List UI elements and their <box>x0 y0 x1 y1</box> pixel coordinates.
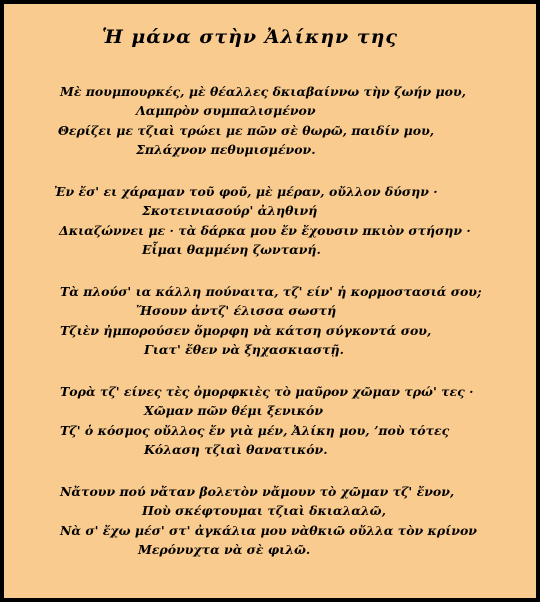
stanza-3-line-4: Γιατ' ἔθεν νὰ ξηχασκιαστῇ. <box>144 342 344 357</box>
stanza-3-line-3: Τζιὲν ἠμπορούσεν ὄμορφη νὰ κάτση σύγκοντά σου, <box>60 323 432 338</box>
stanza-2-line-4: Εἶμαι θαμμένη ζωντανή. <box>142 242 321 257</box>
stanza-1-line-2: Λαμπρὸν συμπαλισμένον <box>136 103 316 118</box>
stanza-2-line-2: Σκοτεινιασούρ' ἀληθινή <box>142 203 318 218</box>
stanza-5-line-3: Νὰ σ' ἔχω μέσ' στ' ἀγκάλια μου νὰθκιῶ οὔλλα τὸν κρίνον <box>60 523 477 538</box>
stanza-1-line-4: Σπλάχνον πεθυμισμένον. <box>136 142 316 157</box>
stanza-3-line-1: Τὰ πλούσ' ια κάλλη πούναιτα, τζ' είν' ἡ κορμοστασιά σου; <box>60 284 482 299</box>
stanza-2-line-1: Ἐν ἔσ' ει χάραμαν τοῦ φοῦ, μὲ μέραν, οὔλλον δύσην · <box>54 184 438 199</box>
stanza-4-line-1: Τορὰ τζ' είνες τὲς ὀμορφκιὲς τὸ μαῦρον χῶμαν τρώ' τες · <box>60 384 474 399</box>
poem-title: Ἡ μάνα στὴν Ἀλίκην της <box>101 26 399 48</box>
stanza-4-line-4: Κόλαση τζιαὶ θανατικόν. <box>144 442 328 457</box>
stanza-4-line-3: Τζ' ὁ κόσμος οὔλλος ἔν γιὰ μέν, Ἀλίκη μου, ʼποὺ τότες <box>60 423 450 438</box>
stanza-5-line-2: Ποὺ σκέφτουμαι τζιαὶ δκιαλαλῶ, <box>142 503 386 518</box>
stanza-2-line-3: Δκιαζώννει με · τὰ δάρκα μου ἔν ἔχουσιν πκιὸν στήσην · <box>59 223 471 238</box>
stanza-3-line-2: Ἤσουν ἀντζ' έλισσα σωστή <box>136 303 337 318</box>
stanza-4-line-2: Χῶμαν πῶν θέμι ξενικόν <box>144 403 324 418</box>
stanza-5-line-1: Νἄτουν πού νἄταν βολετὸν νἄμουν τὸ χῶμαν τζ' ἔνον, <box>60 484 455 499</box>
stanza-1-line-3: Θερίζει με τζιαὶ τρώει με πῶν σὲ θωρῶ, παιδίν μου, <box>58 123 435 138</box>
stanza-1-line-1: Μὲ πουμπουρκές, μὲ θέαλλες δκιαβαίννω τὴν ζωήν μου, <box>60 84 466 99</box>
stanza-5-line-4: Μερόνυχτα νὰ σὲ φιλῶ. <box>138 542 311 557</box>
